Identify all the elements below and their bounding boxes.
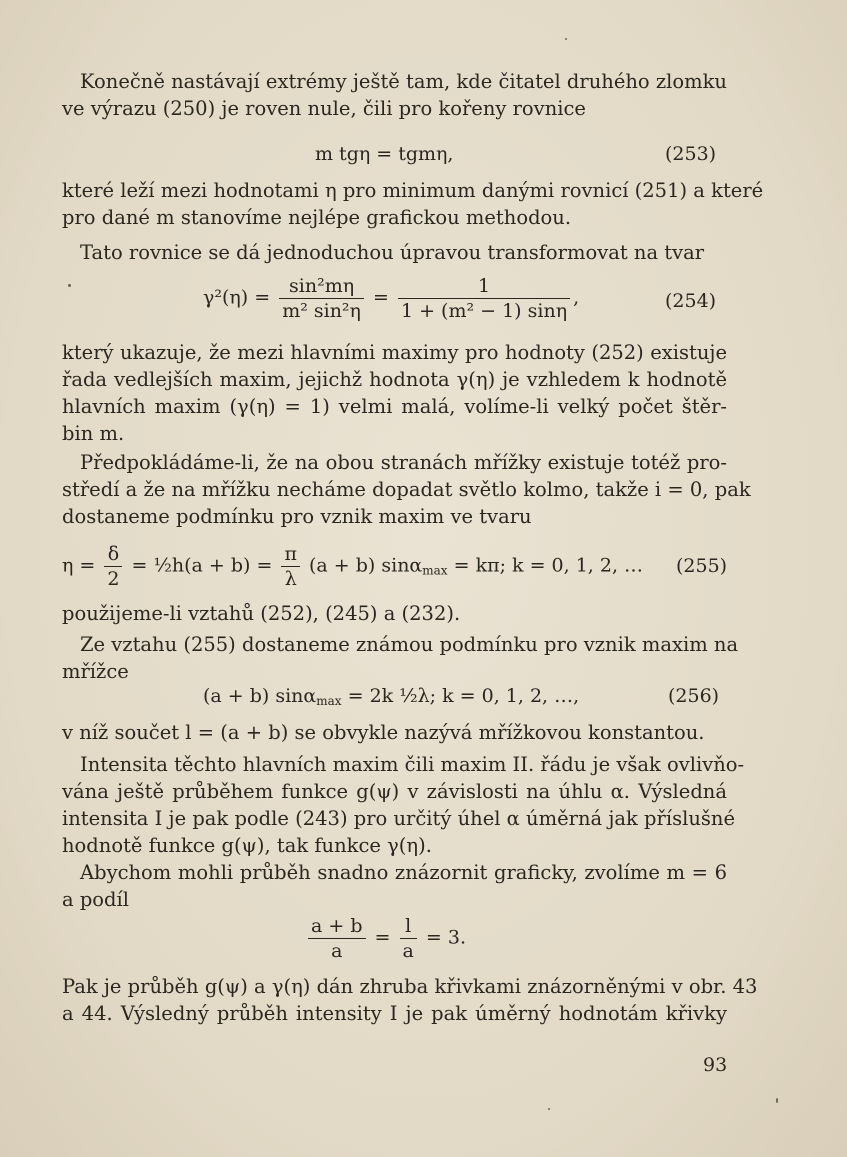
fraction: $\frac{1}{\text{1 + (m² − 1) sinη}}$ — [398, 275, 570, 322]
text-line: který ukazuje, že mezi hlavními maximy pro hodnoty (252) existuje — [62, 341, 727, 364]
fraction: $\frac{\pi}{\lambda}$ — [281, 543, 300, 590]
equation-text: m tgη = tgmη, — [315, 143, 454, 165]
text-line: Předpokládáme-li, že na obou stranách mřížky existuje totéž pro- — [80, 451, 727, 474]
text-line: Ze vztahu (255) dostaneme známou podmínku pro vznik maxim na — [80, 633, 739, 656]
text-line: hodnotě funkce g(ψ), tak funkce γ(η). — [62, 834, 432, 857]
paper-speck — [776, 1098, 778, 1103]
text-line: řada vedlejších maxim, jejichž hodnota γ(η) je vzhledem k hodnotě — [62, 368, 727, 391]
text-line: vána ještě průběhem funkce g(ψ) v závislosti na úhlu α. Výsledná — [62, 780, 727, 803]
paper-speck — [565, 38, 567, 40]
text-line: středí a že na mřížku necháme dopadat světlo kolmo, takže i = 0, pak — [62, 478, 751, 501]
text-line: a 44. Výsledný průběh intensity I je pak úměrný hodnotám křivky — [62, 1002, 727, 1025]
equation-254: γ²(η) = $\frac{\text{sin²mη}}{\text{m² sin²η}}$ = $\frac{1}{\text{1 + (m² − 1) sinη}}$ , — [203, 275, 580, 322]
text-line: dostaneme podmínku pro vznik maxim ve tvaru — [62, 505, 532, 528]
fraction: $\frac{l}{a}$ — [400, 915, 417, 962]
text-line: Abychom mohli průběh snadno znázornit graficky, zvolíme m = 6 — [80, 861, 727, 884]
text-line: pro dané m stanovíme nejlépe grafickou methodou. — [62, 206, 572, 229]
text-line: intensita I je pak podle (243) pro určitý úhel α úměrná jak příslušné — [62, 807, 735, 830]
text-line: Konečně nastávají extrémy ještě tam, kde čitatel druhého zlomku — [80, 70, 727, 93]
text-line: a podíl — [62, 888, 130, 911]
page-number: 93 — [703, 1054, 728, 1076]
fraction: $\frac{\delta}{2}$ — [104, 543, 122, 590]
text-line: použijeme-li vztahů (252), (245) a (232). — [62, 602, 461, 625]
fraction: $\frac{\text{sin²mη}}{\text{m² sin²η}}$ — [279, 275, 364, 322]
equation-255: η = $\frac{\delta}{2}$ = ½h(a + b) = $\frac{\pi}{\lambda}$ (a + b) sinα$_{max}$ = kπ; k = 0, 1, 2, … — [62, 543, 644, 590]
text-line: které leží mezi hodnotami η pro minimum danými rovnicí (251) a které — [62, 179, 764, 202]
paper-speck — [68, 284, 71, 287]
equation-number: (254) — [665, 290, 717, 312]
paper-speck — [548, 1108, 550, 1110]
text-line: v níž součet l = (a + b) se obvykle nazývá mřížkovou konstantou. — [62, 721, 705, 744]
equation-number: (253) — [665, 143, 717, 165]
text-line: Pak je průběh g(ψ) a γ(η) dán zhruba křivkami znázorněnými v obr. 43 — [62, 975, 758, 998]
text-line: mřížce — [62, 660, 129, 683]
equation-256: (a + b) sinα$_{max}$ = 2k ½λ; k = 0, 1, 2, …, — [203, 685, 580, 708]
equation-253 — [315, 143, 453, 165]
equation-ratio: $\frac{a + b}{a}$ = $\frac{l}{a}$ = 3. — [305, 915, 466, 962]
text-line: hlavních maxim (γ(η) = 1) velmi malá, volíme-li velký počet štěr- — [62, 395, 727, 418]
equation-number: (255) — [676, 555, 728, 577]
fraction: $\frac{a + b}{a}$ — [308, 915, 366, 962]
text-line: ve výrazu (250) je roven nule, čili pro kořeny rovnice — [62, 97, 586, 120]
equation-number: (256) — [668, 685, 720, 707]
equation-lhs: γ²(η) = — [203, 286, 271, 309]
text-line: Intensita těchto hlavních maxim čili maxim II. řádu je však ovlivňo- — [80, 753, 745, 776]
text-line: bin m. — [62, 422, 125, 445]
text-line: Tato rovnice se dá jednoduchou úpravou transformovat na tvar — [80, 241, 705, 264]
